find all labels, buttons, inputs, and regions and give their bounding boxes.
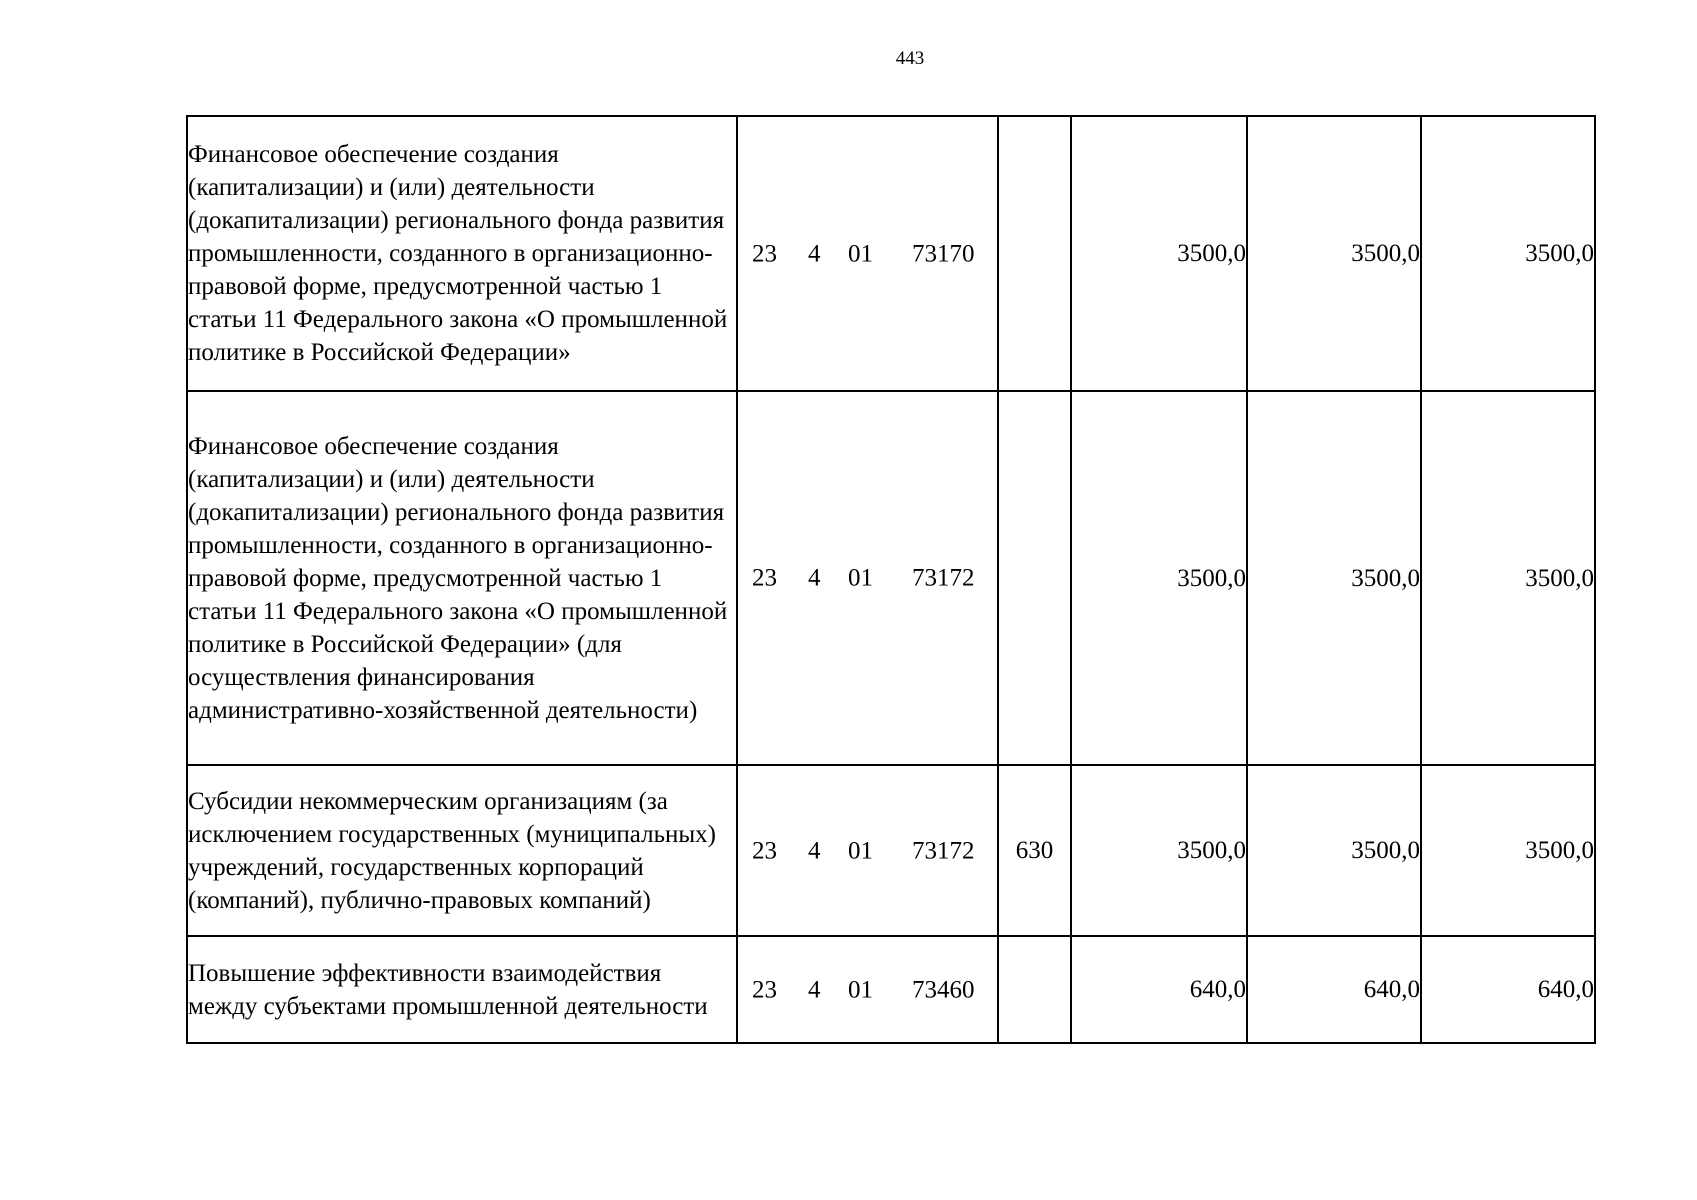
sum-year-3: 3500,0 [1421,116,1595,391]
row-name: Финансовое обеспечение создания (капитализации) и (или) деятельности (докапитализации) регионального фонда развития промышленности, созданного в организационно-правовой форме, предусмотренной частью 1 статьи 11 Федерального закона «О промышленной политике в Российской Федерации» [187,116,737,391]
row-name: Повышение эффективности взаимодействия между субъектами промышленной деятельности [187,936,737,1043]
event-code: 01 [848,240,873,267]
sum-year-2: 3500,0 [1247,765,1421,936]
row-name: Финансовое обеспечение создания (капитализации) и (или) деятельности (докапитализации) регионального фонда развития промышленности, созданного в организационно-правовой форме, предусмотренной частью 1 статьи 11 Федерального закона «О промышленной политике в Российской Федерации» (для осуществления финансирования административно-хозяйственной деятельности) [187,391,737,765]
program-code: 23 [752,240,777,267]
target-article-code [737,936,998,1043]
direction-code: 73172 [912,837,975,864]
direction-code: 73172 [912,564,975,592]
expense-type-code [998,116,1071,391]
target-article-code [737,116,998,391]
page-number: 443 [895,48,925,69]
subprogram-code: 4 [808,240,821,267]
sum-year-2: 3500,0 [1247,116,1421,391]
direction-code: 73460 [912,976,975,1003]
program-code: 23 [752,837,777,864]
sum-year-2: 3500,0 [1247,391,1421,765]
subprogram-code: 4 [808,837,821,864]
table-row [187,936,1595,1043]
target-article-code [737,391,998,765]
sum-year-1: 3500,0 [1071,391,1247,765]
sum-year-1: 640,0 [1071,936,1247,1043]
sum-year-3: 640,0 [1421,936,1595,1043]
sum-year-1: 3500,0 [1071,765,1247,936]
program-code: 23 [752,564,777,592]
event-code: 01 [848,564,873,592]
event-code: 01 [848,837,873,864]
subprogram-code: 4 [808,564,821,592]
expense-type-code [998,391,1071,765]
expense-type-code: 630 [998,765,1071,936]
sum-year-3: 3500,0 [1421,765,1595,936]
row-name: Субсидии некоммерческим организациям (за исключением государственных (муниципальных) учреждений, государственных корпораций (компаний), публично-правовых компаний) [187,765,737,936]
subprogram-code: 4 [808,976,821,1003]
event-code: 01 [848,976,873,1003]
program-code: 23 [752,976,777,1003]
table-row [187,765,1595,936]
expense-type-code [998,936,1071,1043]
sum-year-2: 640,0 [1247,936,1421,1043]
sum-year-3: 3500,0 [1421,391,1595,765]
direction-code: 73170 [912,240,975,267]
table-row [187,116,1595,391]
budget-table [186,115,1596,1044]
table-row [187,391,1595,765]
target-article-code [737,765,998,936]
sum-year-1: 3500,0 [1071,116,1247,391]
